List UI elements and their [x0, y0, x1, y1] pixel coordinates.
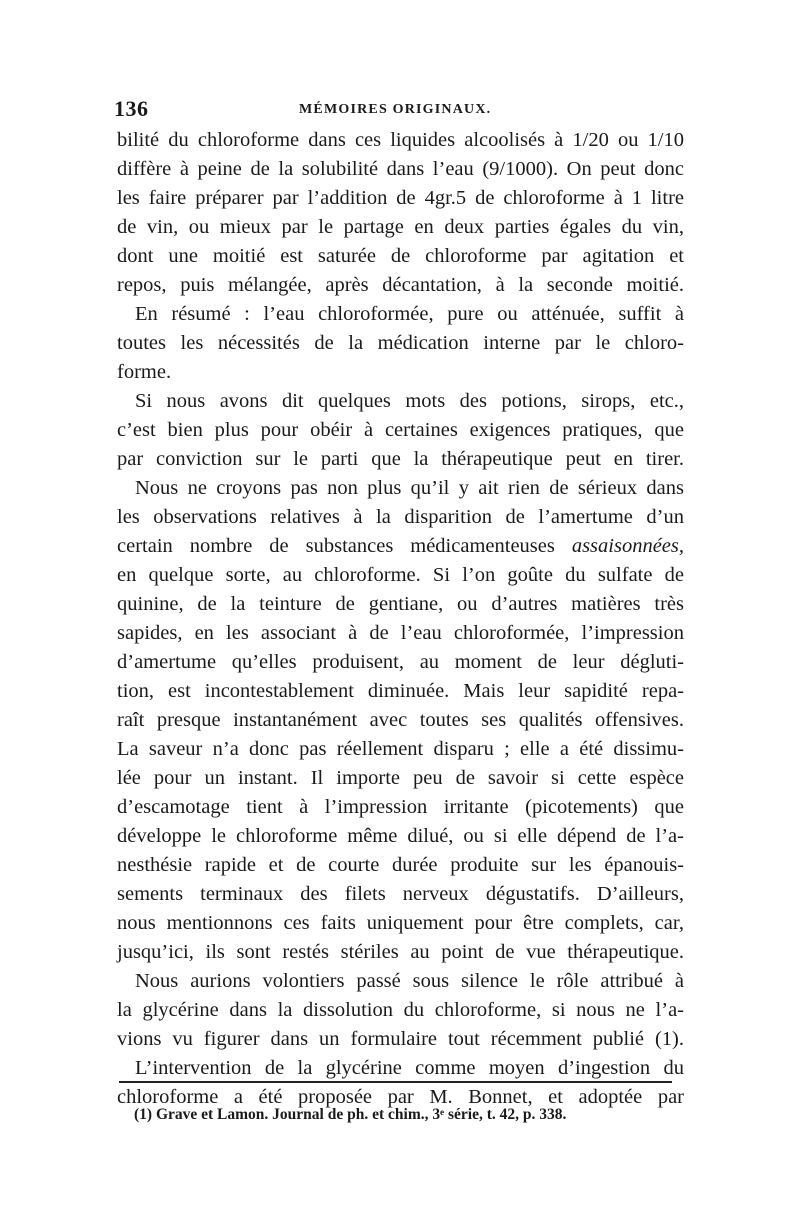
text-line: les observations relatives à la disparition de l’amertume d’un	[117, 506, 684, 528]
text-line: L’intervention de la glycérine comme moyen d’ingestion du	[135, 1057, 684, 1079]
text-line: dont une moitié est saturée de chloroforme par agitation et	[117, 245, 684, 267]
text-line: sapides, en les associant à de l’eau chloroformée, l’impression	[117, 622, 684, 644]
text-line: tion, est incontestablement diminuée. Mais leur sapidité repa-	[117, 680, 684, 702]
text-line: toutes les nécessités de la médication interne par le chloro-	[117, 332, 684, 354]
text-line: d’amertume qu’elles produisent, au moment de leur dégluti-	[117, 651, 684, 673]
text-line: de vin, ou mieux par le partage en deux parties égales du vin,	[117, 216, 684, 238]
text-line: développe le chloroforme même dilué, ou si elle dépend de l’a-	[117, 825, 684, 847]
paragraph-continuation	[117, 126, 684, 300]
paragraph-intervention	[117, 1054, 684, 1112]
text-line: Nous aurions volontiers passé sous silence le rôle attribué à	[135, 970, 684, 992]
text-line: c’est bien plus pour obéir à certaines exigences pratiques, que	[117, 419, 684, 441]
text-line: quinine, de la teinture de gentiane, ou d’autres matières très	[117, 593, 684, 615]
text-line: par conviction sur le parti que la thérapeutique peut en tirer.	[117, 448, 684, 470]
text-line: La saveur n’a donc pas réellement disparu ; elle a été dissimu-	[117, 738, 684, 760]
text-line: diffère à peine de la solubilité dans l’eau (9/1000). On peut donc	[117, 158, 684, 180]
running-head: MÉMOIRES ORIGINAUX.	[299, 102, 492, 117]
paragraph-amertume	[117, 474, 684, 967]
page-number: 136	[114, 96, 149, 121]
page-header	[114, 96, 684, 126]
text-line: repos, puis mélangée, après décantation, à la seconde moitié.	[117, 274, 684, 296]
footnote: (1) Grave et Lamon. Journal de ph. et chim., 3ᵉ série, t. 42, p. 338.	[134, 1106, 567, 1123]
text-line: vions vu figurer dans un formulaire tout récemment publié (1).	[117, 1028, 684, 1050]
text-line: nesthésie rapide et de courte durée produite sur les épanouis-	[117, 854, 684, 876]
text-line: jusqu’ici, ils sont restés stériles au point de vue thérapeutique.	[117, 941, 684, 963]
text-line: en quelque sorte, au chloroforme. Si l’on goûte du sulfate de	[117, 564, 684, 586]
text-line: Si nous avons dit quelques mots des potions, sirops, etc.,	[135, 390, 684, 412]
text-line-with-italic	[117, 532, 684, 561]
paragraph-resume	[117, 300, 684, 387]
paragraph-glycerine	[117, 967, 684, 1054]
text-line: d’escamotage tient à l’impression irritante (picotements) que	[117, 796, 684, 818]
text-line: forme.	[117, 361, 172, 383]
text-line: chloroforme a été proposée par M. Bonnet, et adoptée par	[117, 1086, 684, 1108]
footnote-divider	[119, 1081, 672, 1083]
text-line: Nous ne croyons pas non plus qu’il y ait rien de sérieux dans	[135, 477, 684, 499]
text-segment: certain nombre de substances médicamenteuses	[117, 535, 572, 557]
text-line: En résumé : l’eau chloroformée, pure ou atténuée, suffit à	[135, 303, 684, 325]
body-text	[117, 126, 684, 1112]
text-line: la glycérine dans la dissolution du chloroforme, si nous ne l’a-	[117, 999, 684, 1021]
text-line: les faire préparer par l’addition de 4gr.5 de chloroforme à 1 litre	[117, 187, 684, 209]
text-line: lée pour un instant. Il importe peu de savoir si cette espèce	[117, 767, 684, 789]
text-line: nous mentionnons ces faits uniquement pour être complets, car,	[117, 912, 684, 934]
text-line: raît presque instantanément avec toutes ses qualités offensives.	[117, 709, 684, 731]
text-line: sements terminaux des filets nerveux dégustatifs. D’ailleurs,	[117, 883, 684, 905]
text-line: bilité du chloroforme dans ces liquides alcoolisés à 1/20 ou 1/10	[117, 129, 684, 151]
paragraph-potions	[117, 387, 684, 474]
italic-word: assaisonnées,	[571, 535, 684, 557]
